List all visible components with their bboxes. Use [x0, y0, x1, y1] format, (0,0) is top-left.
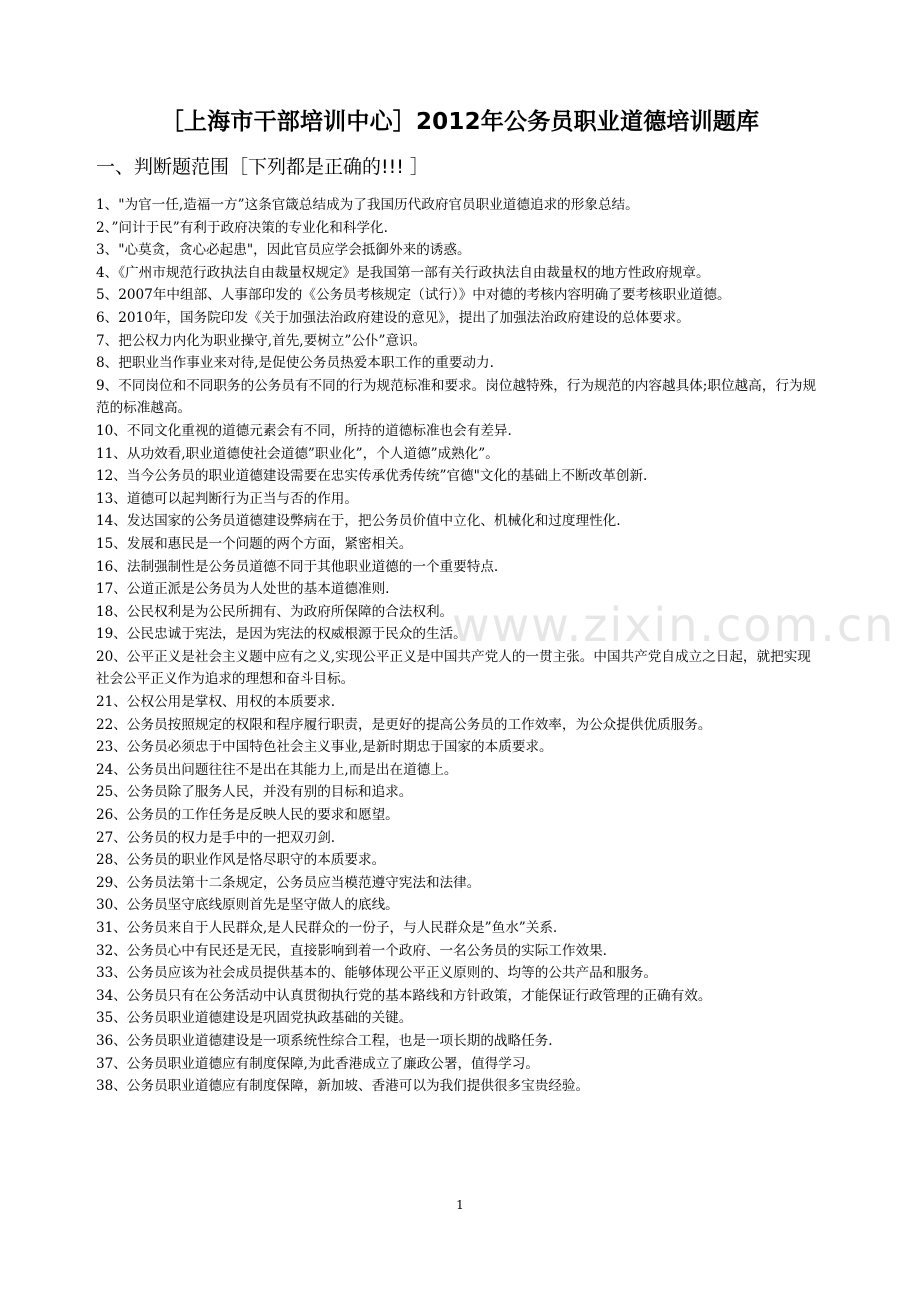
list-item: 35、公务员职业道德建设是巩固党执政基础的关键。: [96, 1010, 413, 1027]
list-item: 28、公务员的职业作风是恪尽职守的本质要求。: [96, 852, 386, 869]
list-item: 10、不同文化重视的道德元素会有不同，所持的道德标准也会有差异.: [96, 422, 512, 439]
list-item: 20、公平正义是社会主义题中应有之义,实现公平正义是中国共产党人的一贯主张。中国共产党自成立之日起，就把实现社会公平正义作为追求的理想和奋斗目标。: [96, 648, 811, 688]
list-item: 1、"为官一任,造福一方”这条官箴总结成为了我国历代政府官员职业道德追求的形象总结。: [96, 197, 639, 213]
page-number: 1: [456, 1198, 464, 1212]
list-item: 5、2007年中组部、人事部印发的《公务员考核规定（试行）》中对德的考核内容明确了要考核职业道德。: [96, 287, 731, 304]
list-item: 3、"心莫贪，贪心必起患"，因此官员应学会抵御外来的诱惑。: [96, 242, 471, 259]
document-title: ［上海市干部培训中心］2012年公务员职业道德培训题库: [160, 109, 760, 135]
list-item: 4、《广州市规范行政执法自由裁量权规定》是我国第一部有关行政执法自由裁量权的地方性政府规章。: [96, 264, 710, 281]
list-item: 2、”问计于民”有利于政府决策的专业化和科学化.: [96, 219, 388, 236]
list-item: 7、把公权力内化为职业操守,首先,要树立”公仆”意识。: [96, 332, 427, 349]
list-item: 22、公务员按照规定的权限和程序履行职责，是更好的提高公务员的工作效率，为公众提供优质服务。: [96, 716, 712, 733]
list-item: 12、当今公务员的职业道德建设需要在忠实传承优秀传统”官德"文化的基础上不断改革创新.: [96, 468, 648, 485]
list-item: 21、公权公用是掌权、用权的本质要求.: [96, 694, 336, 711]
list-item: 18、公民权利是为公民所拥有、为政府所保障的合法权利。: [96, 603, 454, 620]
list-item: 37、公务员职业道德应有制度保障,为此香港成立了廉政公署，值得学习。: [96, 1055, 540, 1072]
list-item: 17、公道正派是公务员为人处世的基本道德准则.: [96, 581, 390, 598]
list-item: 16、法制强制性是公务员道德不同于其他职业道德的一个重要特点.: [96, 558, 499, 575]
section-heading: 一、判断题范围［下列都是正确的!!! ］: [96, 156, 429, 178]
list-item: 6、2010年，国务院印发《关于加强法治政府建设的意见》，提出了加强法治政府建设的总体要求。: [96, 309, 690, 326]
list-item: 26、公务员的工作任务是反映人民的要求和愿望。: [96, 807, 399, 824]
list-item: 29、公务员法第十二条规定，公务员应当模范遵守宪法和法律。: [96, 874, 481, 891]
list-item: 25、公务员除了服务人民，并没有别的目标和追求。: [96, 784, 413, 801]
list-item: 9、不同岗位和不同职务的公务员有不同的行为规范标准和要求。岗位越特殊，行为规范的内容越具体;职位越高，行为规范的标准越高。: [96, 377, 817, 417]
list-item: 34、公务员只有在公务活动中认真贯彻执行党的基本路线和方针政策，才能保证行政管理的正确有效。: [96, 987, 712, 1004]
list-item: 13、道德可以起判断行为正当与否的作用。: [96, 490, 358, 507]
list-item: 11、从功效看,职业道德使社会道德”职业化”，个人道德”成熟化”。: [96, 445, 499, 462]
list-item: 32、公务员心中有民还是无民，直接影响到着一个政府、一名公务员的实际工作效果.: [96, 942, 607, 959]
list-item: 19、公民忠诚于宪法，是因为宪法的权威根源于民众的生活。: [96, 626, 467, 643]
list-item: 27、公务员的权力是手中的一把双刃剑.: [96, 829, 336, 846]
list-item: 36、公务员职业道德建设是一项系统性综合工程，也是一项长期的战略任务.: [96, 1032, 553, 1049]
list-item: 8、把职业当作事业来对待,是促使公务员热爱本职工作的重要动力.: [96, 355, 494, 372]
list-item: 23、公务员必须忠于中国特色社会主义事业,是新时期忠于国家的本质要求。: [96, 739, 553, 756]
list-item: 15、发展和惠民是一个问题的两个方面，紧密相关。: [96, 535, 413, 552]
watermark: www.zixin.com.cn: [452, 598, 896, 652]
question-list: [96, 194, 824, 1098]
list-item: 33、公务员应该为社会成员提供基本的、能够体现公平正义原则的、均等的公共产品和服务。: [96, 965, 658, 982]
list-item: 14、发达国家的公务员道德建设弊病在于，把公务员价值中立化、机械化和过度理性化.: [96, 513, 621, 530]
list-item: 24、公务员出问题往往不是出在其能力上,而是出在道德上。: [96, 761, 458, 778]
list-item: 31、公务员来自于人民群众,是人民群众的一份子，与人民群众是”鱼水”关系.: [96, 920, 558, 936]
list-item: 38、公务员职业道德应有制度保障，新加坡、香港可以为我们提供很多宝贵经验。: [96, 1078, 590, 1095]
list-item: 30、公务员坚守底线原则首先是坚守做人的底线。: [96, 897, 399, 914]
